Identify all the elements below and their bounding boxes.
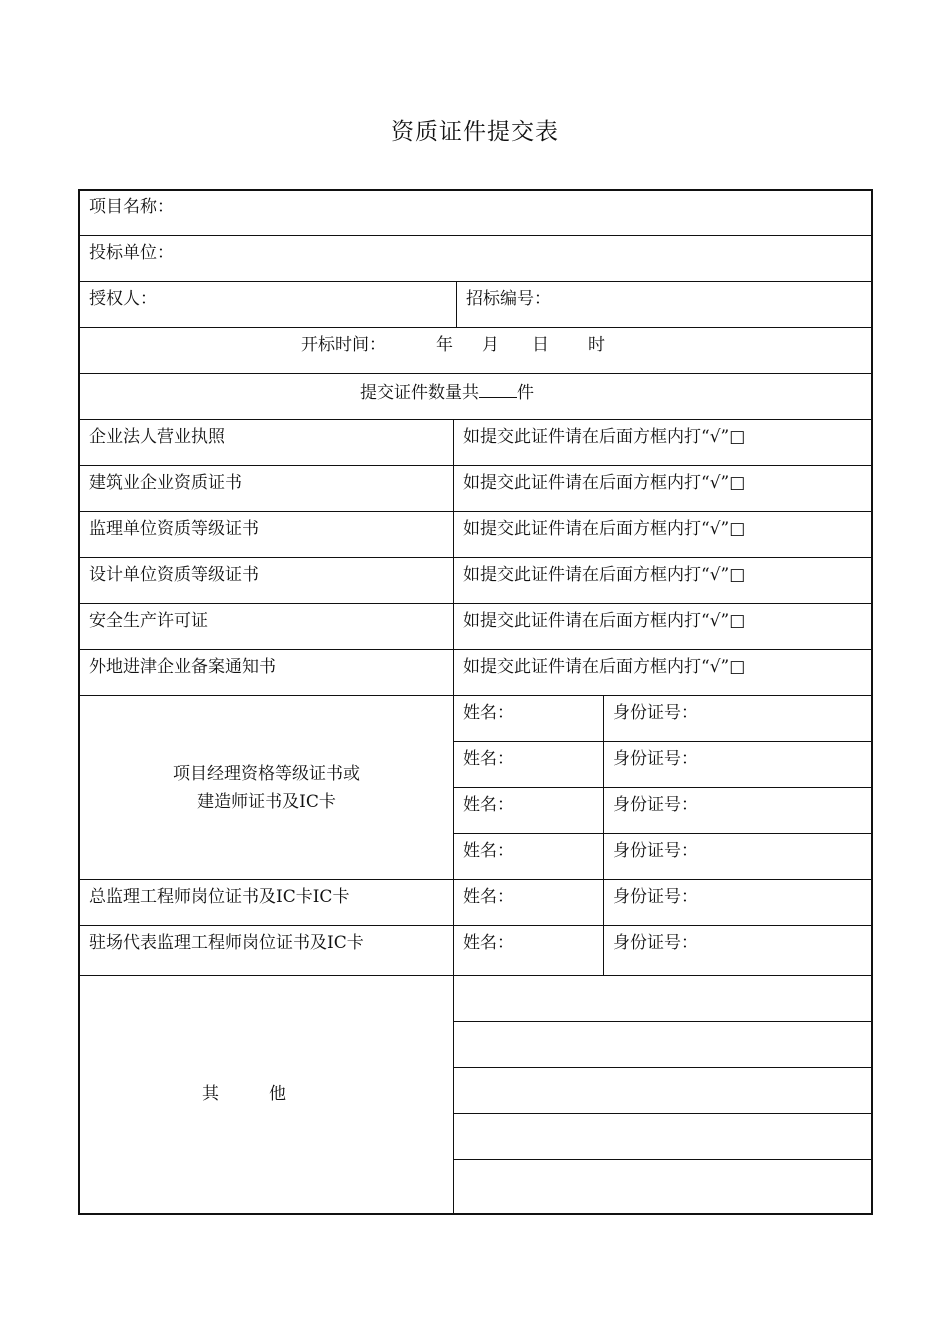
row-divider (80, 373, 871, 374)
name-label: 姓名： (463, 933, 514, 953)
pm-certificate-label-line1: 项目经理资格等级证书或 (173, 764, 360, 784)
row-divider (453, 833, 871, 834)
opening-time-hour: 时 (588, 335, 605, 355)
certificate-count-suffix: 件 (517, 383, 534, 403)
row-divider (80, 603, 871, 604)
certificate-count-prefix: 提交证件数量共 (360, 383, 479, 403)
submission-form-table (78, 189, 873, 1215)
id-number-label: 身份证号： (613, 795, 698, 815)
row-divider (453, 1067, 871, 1068)
id-number-label: 身份证号： (613, 933, 698, 953)
bidder-label: 投标单位： (89, 243, 174, 263)
certificate-label: 外地进津企业备案通知书 (89, 657, 276, 677)
check-instruction[interactable]: 如提交此证件请在后面方框内打“√”□ (463, 565, 746, 585)
certificate-label: 建筑业企业资质证书 (89, 473, 242, 493)
chief-supervisor-label: 总监理工程师岗位证书及IC卡IC卡 (89, 887, 350, 907)
row-divider (80, 511, 871, 512)
certificate-label: 设计单位资质等级证书 (89, 565, 259, 585)
row-divider (80, 235, 871, 236)
row-divider (80, 975, 871, 976)
other-label-part1: 其 (202, 1084, 219, 1104)
column-divider (456, 281, 457, 327)
name-label: 姓名： (463, 795, 514, 815)
row-divider (453, 787, 871, 788)
check-instruction[interactable]: 如提交此证件请在后面方框内打“√”□ (463, 657, 746, 677)
certificate-label: 企业法人营业执照 (89, 427, 225, 447)
row-divider (80, 465, 871, 466)
row-divider (453, 1159, 871, 1160)
row-divider (453, 741, 871, 742)
row-divider (80, 281, 871, 282)
opening-time-year: 年 (436, 335, 453, 355)
check-instruction[interactable]: 如提交此证件请在后面方框内打“√”□ (463, 427, 746, 447)
column-divider (603, 695, 604, 975)
pm-certificate-label-line2: 建造师证书及IC卡 (197, 792, 336, 812)
page-title: 资质证件提交表 (391, 119, 559, 145)
resident-supervisor-label: 驻场代表监理工程师岗位证书及IC卡 (89, 933, 364, 953)
row-divider (80, 557, 871, 558)
check-instruction[interactable]: 如提交此证件请在后面方框内打“√”□ (463, 611, 746, 631)
id-number-label: 身份证号： (613, 703, 698, 723)
opening-time-label: 开标时间： (301, 335, 386, 355)
id-number-label: 身份证号： (613, 749, 698, 769)
check-instruction[interactable]: 如提交此证件请在后面方框内打“√”□ (463, 519, 746, 539)
row-divider (80, 327, 871, 328)
certificate-label: 安全生产许可证 (89, 611, 208, 631)
column-divider (453, 419, 454, 1213)
other-label-part2: 他 (269, 1084, 286, 1104)
row-divider (80, 649, 871, 650)
opening-time-day: 日 (532, 335, 549, 355)
row-divider (80, 419, 871, 420)
row-divider (80, 925, 871, 926)
name-label: 姓名： (463, 749, 514, 769)
row-divider (453, 1021, 871, 1022)
name-label: 姓名： (463, 841, 514, 861)
row-divider (80, 879, 871, 880)
authorized-person-label: 授权人： (89, 289, 157, 309)
opening-time-month: 月 (482, 335, 499, 355)
check-instruction[interactable]: 如提交此证件请在后面方框内打“√”□ (463, 473, 746, 493)
project-name-label: 项目名称： (89, 197, 174, 217)
certificate-count (360, 380, 534, 404)
id-number-label: 身份证号： (613, 887, 698, 907)
row-divider (80, 695, 871, 696)
row-divider (453, 1113, 871, 1114)
tender-number-label: 招标编号： (466, 289, 551, 309)
certificate-count-blank[interactable] (479, 380, 517, 398)
name-label: 姓名： (463, 887, 514, 907)
certificate-label: 监理单位资质等级证书 (89, 519, 259, 539)
name-label: 姓名： (463, 703, 514, 723)
id-number-label: 身份证号： (613, 841, 698, 861)
